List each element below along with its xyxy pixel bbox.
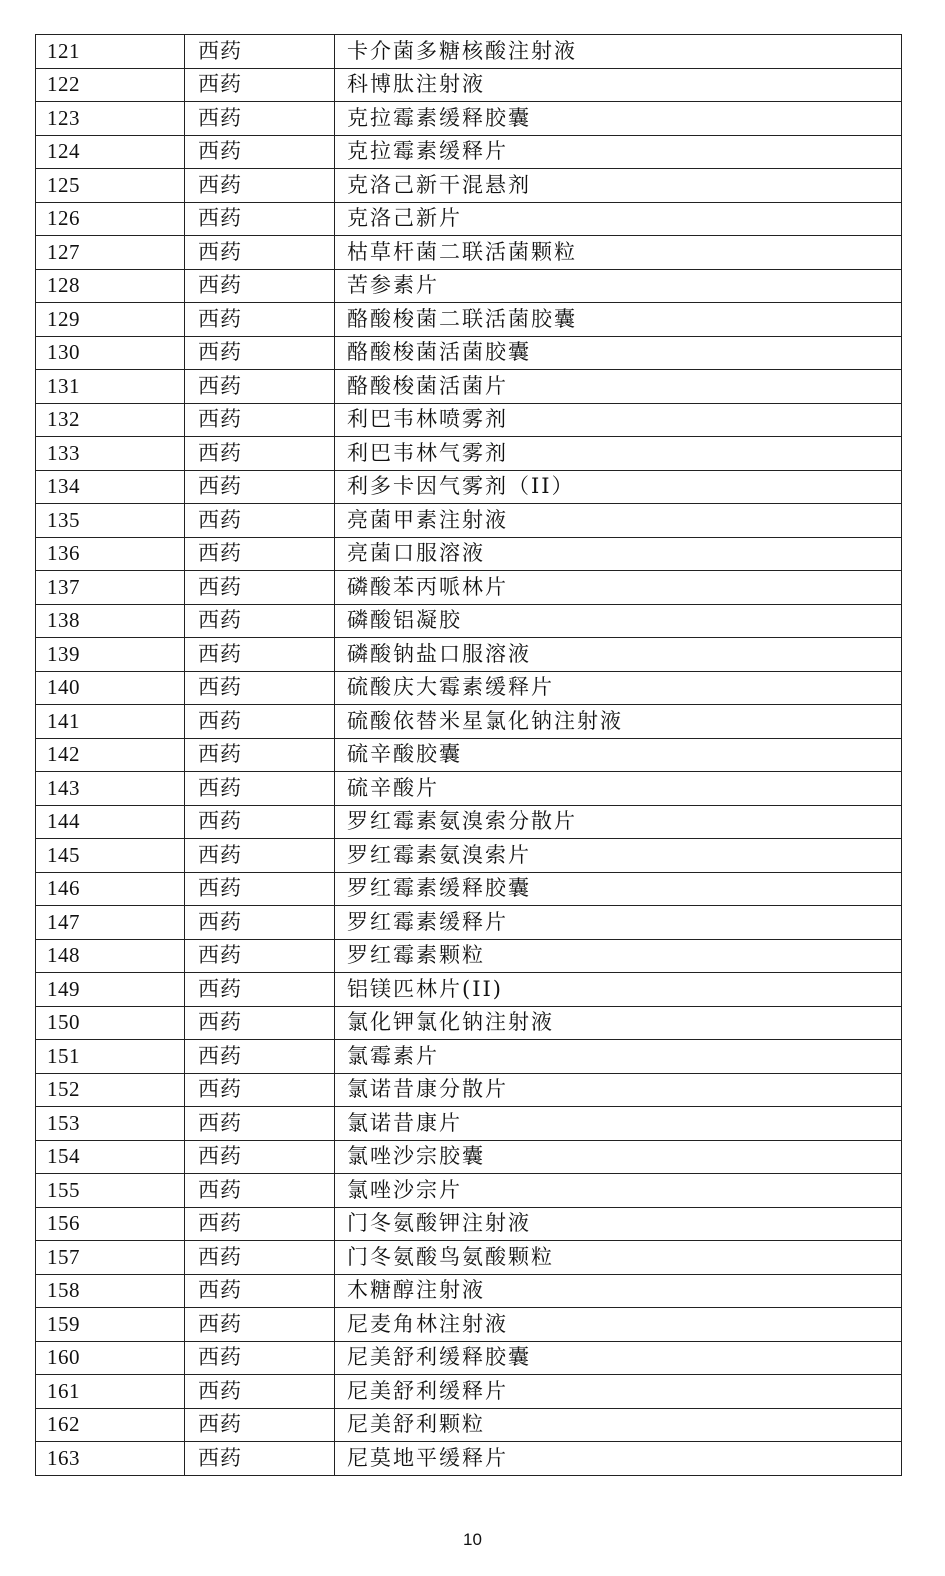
- drug-name-cell: 尼麦角林注射液: [335, 1308, 902, 1342]
- category-cell: 西药: [185, 437, 335, 471]
- category-cell: 西药: [185, 169, 335, 203]
- table-row: [36, 1341, 902, 1375]
- drug-name-cell: 门冬氨酸钾注射液: [335, 1207, 902, 1241]
- table-row: [36, 571, 902, 605]
- category-cell: 西药: [185, 68, 335, 102]
- row-number-cell: 147: [36, 906, 185, 940]
- table-row: [36, 671, 902, 705]
- table-row: [36, 872, 902, 906]
- drug-name-cell: 尼美舒利缓释片: [335, 1375, 902, 1409]
- drug-name-cell: 苦参素片: [335, 269, 902, 303]
- page-number: 10: [463, 1530, 482, 1549]
- row-number-cell: 124: [36, 135, 185, 169]
- row-number-cell: 148: [36, 939, 185, 973]
- table-row: [36, 805, 902, 839]
- table-row: [36, 1241, 902, 1275]
- category-cell: 西药: [185, 135, 335, 169]
- drug-name-cell: 利巴韦林喷雾剂: [335, 403, 902, 437]
- table-row: [36, 1006, 902, 1040]
- row-number-cell: 133: [36, 437, 185, 471]
- row-number-cell: 159: [36, 1308, 185, 1342]
- category-cell: 西药: [185, 1375, 335, 1409]
- drug-name-cell: 氯化钾氯化钠注射液: [335, 1006, 902, 1040]
- drug-name-cell: 尼莫地平缓释片: [335, 1442, 902, 1476]
- table-row: [36, 537, 902, 571]
- category-cell: 西药: [185, 638, 335, 672]
- table-row: [36, 772, 902, 806]
- drug-name-cell: 磷酸苯丙哌林片: [335, 571, 902, 605]
- table-row: [36, 1408, 902, 1442]
- table-row: [36, 906, 902, 940]
- drug-name-cell: 罗红霉素颗粒: [335, 939, 902, 973]
- drug-name-cell: 门冬氨酸鸟氨酸颗粒: [335, 1241, 902, 1275]
- table-row: [36, 437, 902, 471]
- category-cell: 西药: [185, 1006, 335, 1040]
- row-number-cell: 162: [36, 1408, 185, 1442]
- category-cell: 西药: [185, 537, 335, 571]
- category-cell: 西药: [185, 1308, 335, 1342]
- row-number-cell: 135: [36, 504, 185, 538]
- drug-name-cell: 酪酸梭菌活菌片: [335, 370, 902, 404]
- drug-name-cell: 亮菌甲素注射液: [335, 504, 902, 538]
- table-row: [36, 68, 902, 102]
- drug-name-cell: 克洛己新干混悬剂: [335, 169, 902, 203]
- drug-name-cell: 铝镁匹林片(II): [335, 973, 902, 1007]
- table-row: [36, 169, 902, 203]
- row-number-cell: 155: [36, 1174, 185, 1208]
- table-row: [36, 35, 902, 69]
- drug-name-cell: 尼美舒利缓释胶囊: [335, 1341, 902, 1375]
- category-cell: 西药: [185, 671, 335, 705]
- drug-name-cell: 氯诺昔康分散片: [335, 1073, 902, 1107]
- drug-name-cell: 罗红霉素氨溴索片: [335, 839, 902, 873]
- row-number-cell: 149: [36, 973, 185, 1007]
- row-number-cell: 152: [36, 1073, 185, 1107]
- category-cell: 西药: [185, 102, 335, 136]
- table-row: [36, 370, 902, 404]
- row-number-cell: 163: [36, 1442, 185, 1476]
- drug-name-cell: 磷酸钠盐口服溶液: [335, 638, 902, 672]
- category-cell: 西药: [185, 939, 335, 973]
- category-cell: 西药: [185, 403, 335, 437]
- row-number-cell: 160: [36, 1341, 185, 1375]
- drug-name-cell: 氯霉素片: [335, 1040, 902, 1074]
- row-number-cell: 145: [36, 839, 185, 873]
- category-cell: 西药: [185, 906, 335, 940]
- category-cell: 西药: [185, 872, 335, 906]
- category-cell: 西药: [185, 35, 335, 69]
- drug-name-cell: 科博肽注射液: [335, 68, 902, 102]
- category-cell: 西药: [185, 470, 335, 504]
- row-number-cell: 146: [36, 872, 185, 906]
- drug-list-table-body: [36, 35, 902, 1476]
- category-cell: 西药: [185, 1274, 335, 1308]
- table-row: [36, 102, 902, 136]
- category-cell: 西药: [185, 705, 335, 739]
- row-number-cell: 151: [36, 1040, 185, 1074]
- row-number-cell: 150: [36, 1006, 185, 1040]
- category-cell: 西药: [185, 772, 335, 806]
- category-cell: 西药: [185, 202, 335, 236]
- drug-name-cell: 尼美舒利颗粒: [335, 1408, 902, 1442]
- category-cell: 西药: [185, 269, 335, 303]
- drug-name-cell: 罗红霉素缓释胶囊: [335, 872, 902, 906]
- category-cell: 西药: [185, 839, 335, 873]
- table-row: [36, 470, 902, 504]
- row-number-cell: 141: [36, 705, 185, 739]
- table-row: [36, 1174, 902, 1208]
- row-number-cell: 156: [36, 1207, 185, 1241]
- row-number-cell: 153: [36, 1107, 185, 1141]
- drug-name-cell: 罗红霉素缓释片: [335, 906, 902, 940]
- drug-name-cell: 硫酸依替米星氯化钠注射液: [335, 705, 902, 739]
- table-row: [36, 403, 902, 437]
- row-number-cell: 140: [36, 671, 185, 705]
- table-row: [36, 1274, 902, 1308]
- category-cell: 西药: [185, 1207, 335, 1241]
- row-number-cell: 132: [36, 403, 185, 437]
- category-cell: 西药: [185, 1140, 335, 1174]
- table-row: [36, 604, 902, 638]
- category-cell: 西药: [185, 571, 335, 605]
- category-cell: 西药: [185, 738, 335, 772]
- table-row: [36, 1040, 902, 1074]
- category-cell: 西药: [185, 1107, 335, 1141]
- row-number-cell: 129: [36, 303, 185, 337]
- drug-name-cell: 氯唑沙宗胶囊: [335, 1140, 902, 1174]
- row-number-cell: 158: [36, 1274, 185, 1308]
- row-number-cell: 137: [36, 571, 185, 605]
- category-cell: 西药: [185, 370, 335, 404]
- table-row: [36, 202, 902, 236]
- table-row: [36, 1308, 902, 1342]
- table-row: [36, 303, 902, 337]
- row-number-cell: 154: [36, 1140, 185, 1174]
- table-row: [36, 336, 902, 370]
- row-number-cell: 144: [36, 805, 185, 839]
- drug-name-cell: 酪酸梭菌二联活菌胶囊: [335, 303, 902, 337]
- drug-name-cell: 利多卡因气雾剂（II）: [335, 470, 902, 504]
- row-number-cell: 157: [36, 1241, 185, 1275]
- category-cell: 西药: [185, 336, 335, 370]
- table-row: [36, 236, 902, 270]
- category-cell: 西药: [185, 1073, 335, 1107]
- category-cell: 西药: [185, 973, 335, 1007]
- drug-name-cell: 硫酸庆大霉素缓释片: [335, 671, 902, 705]
- drug-name-cell: 硫辛酸片: [335, 772, 902, 806]
- row-number-cell: 127: [36, 236, 185, 270]
- table-row: [36, 1140, 902, 1174]
- category-cell: 西药: [185, 1442, 335, 1476]
- row-number-cell: 134: [36, 470, 185, 504]
- drug-name-cell: 卡介菌多糖核酸注射液: [335, 35, 902, 69]
- table-row: [36, 1073, 902, 1107]
- category-cell: 西药: [185, 1040, 335, 1074]
- row-number-cell: 139: [36, 638, 185, 672]
- row-number-cell: 126: [36, 202, 185, 236]
- table-row: [36, 638, 902, 672]
- table-row: [36, 839, 902, 873]
- row-number-cell: 122: [36, 68, 185, 102]
- drug-name-cell: 硫辛酸胶囊: [335, 738, 902, 772]
- table-row: [36, 1375, 902, 1409]
- drug-name-cell: 利巴韦林气雾剂: [335, 437, 902, 471]
- drug-name-cell: 克洛己新片: [335, 202, 902, 236]
- drug-name-cell: 木糖醇注射液: [335, 1274, 902, 1308]
- table-row: [36, 939, 902, 973]
- category-cell: 西药: [185, 303, 335, 337]
- drug-name-cell: 克拉霉素缓释胶囊: [335, 102, 902, 136]
- category-cell: 西药: [185, 236, 335, 270]
- table-row: [36, 973, 902, 1007]
- drug-name-cell: 氯唑沙宗片: [335, 1174, 902, 1208]
- drug-name-cell: 枯草杆菌二联活菌颗粒: [335, 236, 902, 270]
- table-row: [36, 1442, 902, 1476]
- row-number-cell: 121: [36, 35, 185, 69]
- drug-name-cell: 罗红霉素氨溴索分散片: [335, 805, 902, 839]
- row-number-cell: 142: [36, 738, 185, 772]
- drug-name-cell: 磷酸铝凝胶: [335, 604, 902, 638]
- table-row: [36, 135, 902, 169]
- category-cell: 西药: [185, 1241, 335, 1275]
- drug-name-cell: 氯诺昔康片: [335, 1107, 902, 1141]
- table-row: [36, 1107, 902, 1141]
- row-number-cell: 161: [36, 1375, 185, 1409]
- row-number-cell: 130: [36, 336, 185, 370]
- row-number-cell: 128: [36, 269, 185, 303]
- row-number-cell: 131: [36, 370, 185, 404]
- drug-name-cell: 亮菌口服溶液: [335, 537, 902, 571]
- row-number-cell: 123: [36, 102, 185, 136]
- drug-name-cell: 酪酸梭菌活菌胶囊: [335, 336, 902, 370]
- category-cell: 西药: [185, 504, 335, 538]
- drug-list-table: [35, 34, 902, 1476]
- table-row: [36, 504, 902, 538]
- row-number-cell: 125: [36, 169, 185, 203]
- row-number-cell: 136: [36, 537, 185, 571]
- table-row: [36, 738, 902, 772]
- category-cell: 西药: [185, 1174, 335, 1208]
- table-row: [36, 1207, 902, 1241]
- row-number-cell: 138: [36, 604, 185, 638]
- drug-name-cell: 克拉霉素缓释片: [335, 135, 902, 169]
- row-number-cell: 143: [36, 772, 185, 806]
- category-cell: 西药: [185, 1408, 335, 1442]
- category-cell: 西药: [185, 604, 335, 638]
- category-cell: 西药: [185, 805, 335, 839]
- table-row: [36, 269, 902, 303]
- category-cell: 西药: [185, 1341, 335, 1375]
- table-row: [36, 705, 902, 739]
